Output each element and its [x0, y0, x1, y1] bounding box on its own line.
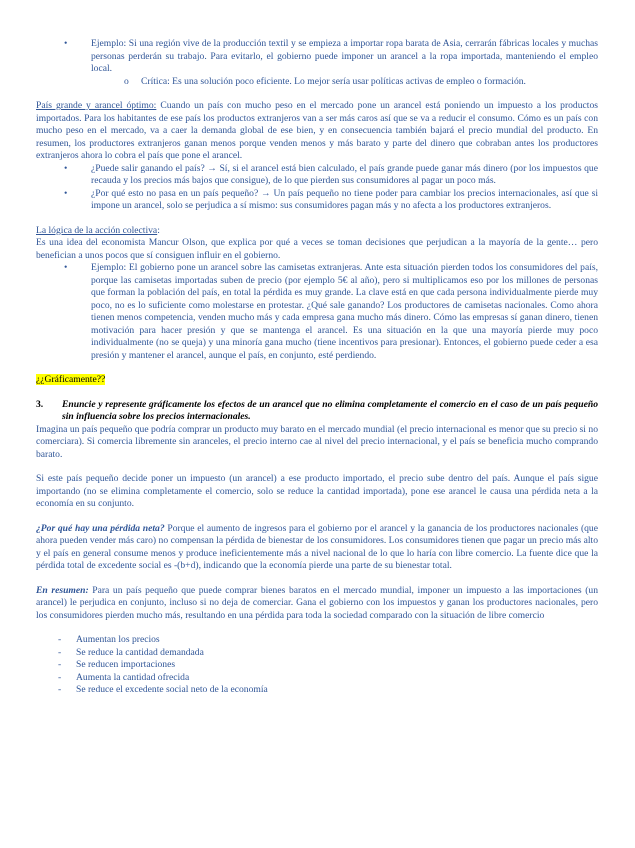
list-item: - Aumenta la cantidad ofrecida	[76, 672, 598, 685]
paragraph-1: Imagina un país pequeño que podría comprar un producto muy barato en el mercado mundial (el precio internacional es menor que su precio si no comerciara). Si comercia libremente sin aranceles, el precio interno cae al nivel del precio internacional, y el país se beneficia mucho comprando barato.	[36, 423, 598, 460]
section-heading: La lógica de la acción colectiva	[36, 224, 158, 236]
graficamente-note	[36, 374, 598, 387]
bullet-text: Ejemplo: Si una región vive de la producción textil y se empieza a importar ropa barata de Asia, cerrarán fábricas locales y muchas personas perderán su trabajo. Para evitarlo, el gobierno puede imponer un arancel a la ropa importada, manteniendo el empleo local.	[91, 38, 598, 74]
paragraph-4: En resumen: Para un país pequeño que puede comprar bienes baratos en el mercado mundial, imponer un impuesto a las importaciones (un arancel) le perjudica en conjunto, incluso si no deja de comerciar. Gana el gobierno con los impuestos y ganan los productores nacionales, pero los consumidores pierden mucho más, resultando en una pérdida para toda la sociedad comparado con la situación de libre comercio	[36, 584, 598, 621]
question-heading	[36, 399, 598, 424]
paragraph-lead: En resumen:	[36, 584, 89, 596]
question-number: 3.	[36, 398, 44, 410]
paragraph-2: Si este país pequeño decide poner un impuesto (un arancel) a ese producto importado, el precio sube dentro del país. Aunque el país sigue importando (no se elimina completamente el comercio, solo se reduce la cantidad importada), pone ese arancel le causa una pérdida neta a la economía en su conjunto.	[36, 473, 598, 509]
top-bullet-list	[36, 38, 598, 88]
list-item: • ¿Puede salir ganando el país? → Sí, si el arancel está bien calculado, el país grande puede ganar más dinero (por los impuestos que recauda y los precios más bajos que consigue), de lo que pierden sus consumidores al pagar un poco más.	[91, 163, 598, 188]
paragraph-text: Cuando un país con mucho peso en el mercado pone un arancel está poniendo un impuesto a los productos importados. Para los habitantes de ese país los productos extranjeros van a ser más caros así que se va a reducir el consumo. Cómo es un país con mucho peso en el mercado, va a caer la demanda global de ese bien, y en consecuencia también bajará el precio mundial del producto. En resumen, los productores extranjeros ganan menos porque venden menos y más barato y parte del dinero que cobraban antes los productores extranjeros ahora lo cobra el país que pone el arancel.	[36, 100, 598, 161]
list-item: - Aumentan los precios	[76, 634, 598, 647]
sub-list-item: o Crítica: Es una solución poco eficiente. Lo mejor sería usar políticas activas de empleo o formación.	[141, 76, 598, 89]
list-item: • ¿Por qué esto no pasa en un país pequeño? → Un país pequeño no tiene poder para cambiar los precios internacionales, así que si impone un arancel, solo se perjudica a sí mismo: sus consumidores pagan más y no afecta a los productores extranjeros.	[91, 188, 598, 213]
list-item: - Se reducen importaciones	[76, 659, 598, 672]
logica-heading-line: La lógica de la acción colectiva:	[36, 224, 160, 236]
logica-bullets	[36, 262, 598, 362]
list-item: - Se reduce la cantidad demandada	[76, 647, 598, 660]
list-item	[91, 38, 598, 88]
highlighted-text: ¿¿Gráficamente??	[36, 374, 106, 385]
list-item: • Ejemplo: El gobierno pone un arancel sobre las camisetas extranjeras. Ante esta situación pierden todos los consumidores del país, porque las camisetas importadas suben de precio (por ejemplo 5€ al año), pero si multiplicamos eso por los millones de personas que forman la población del país, en total la pérdida es muy grande. La clave está en que cada persona individualmente pierde muy poco, no es lo suficiente como molestarse en protestar. ¿Qué sale ganando? Los productores de camisetas nacionales. Como ahora tienen menos competencia, venden mucho más y cada empresa gana mucho más dinero. Cómo las empresas sí ganan dinero, tienen motivación para hacer presión y que se mantenga el arancel. Es una situación en la que una mayoría pierde muy poco individualmente (no se queja) y una minoría gana mucho (tiene incentivos para presionar). Entonces, el gobierno puede ceder a esa presión y mantener el arancel, aunque el país, en conjunto, esté perdiendo.	[91, 262, 598, 362]
paragraph-lead: ¿Por qué hay una pérdida neta?	[36, 522, 165, 534]
pais-grande-bullets	[36, 163, 598, 213]
effects-list	[36, 634, 598, 697]
list-item: - Se reduce el excedente social neto de la economía	[76, 684, 598, 697]
document-page	[36, 38, 598, 697]
section-heading: País grande y arancel óptimo:	[36, 100, 157, 111]
sub-bullet-list	[91, 76, 598, 89]
paragraph-3: ¿Por qué hay una pérdida neta? Porque el aumento de ingresos para el gobierno por el arancel y la ganancia de los productores nacionales (que ahora pueden vender más caro) no compensan la pérdida de bienestar de los consumidores. Los consumidores tienen que pagar un precio más alto y el país en general consume menos y produce ineficientemente más a nivel nacional de lo que lo haría con libre comercio. La fuente dice que la pérdida total de excedente social es -(b+d), indicando que la economía pierde una parte de su bienestar total.	[36, 522, 598, 571]
logica-paragraph: Es una idea del economista Mancur Olson, que explica por qué a veces se toman decisiones que perjudican a la mayoría de la gente… pero benefician a unos pocos que sí consiguen influir en el gobierno.	[36, 237, 598, 261]
pais-grande-paragraph	[36, 100, 598, 163]
question-text: Enuncie y represente gráficamente los efectos de un arancel que no elimina completamente el comercio en el caso de un país pequeño sin influencia sobre los precios internacionales.	[62, 398, 598, 422]
